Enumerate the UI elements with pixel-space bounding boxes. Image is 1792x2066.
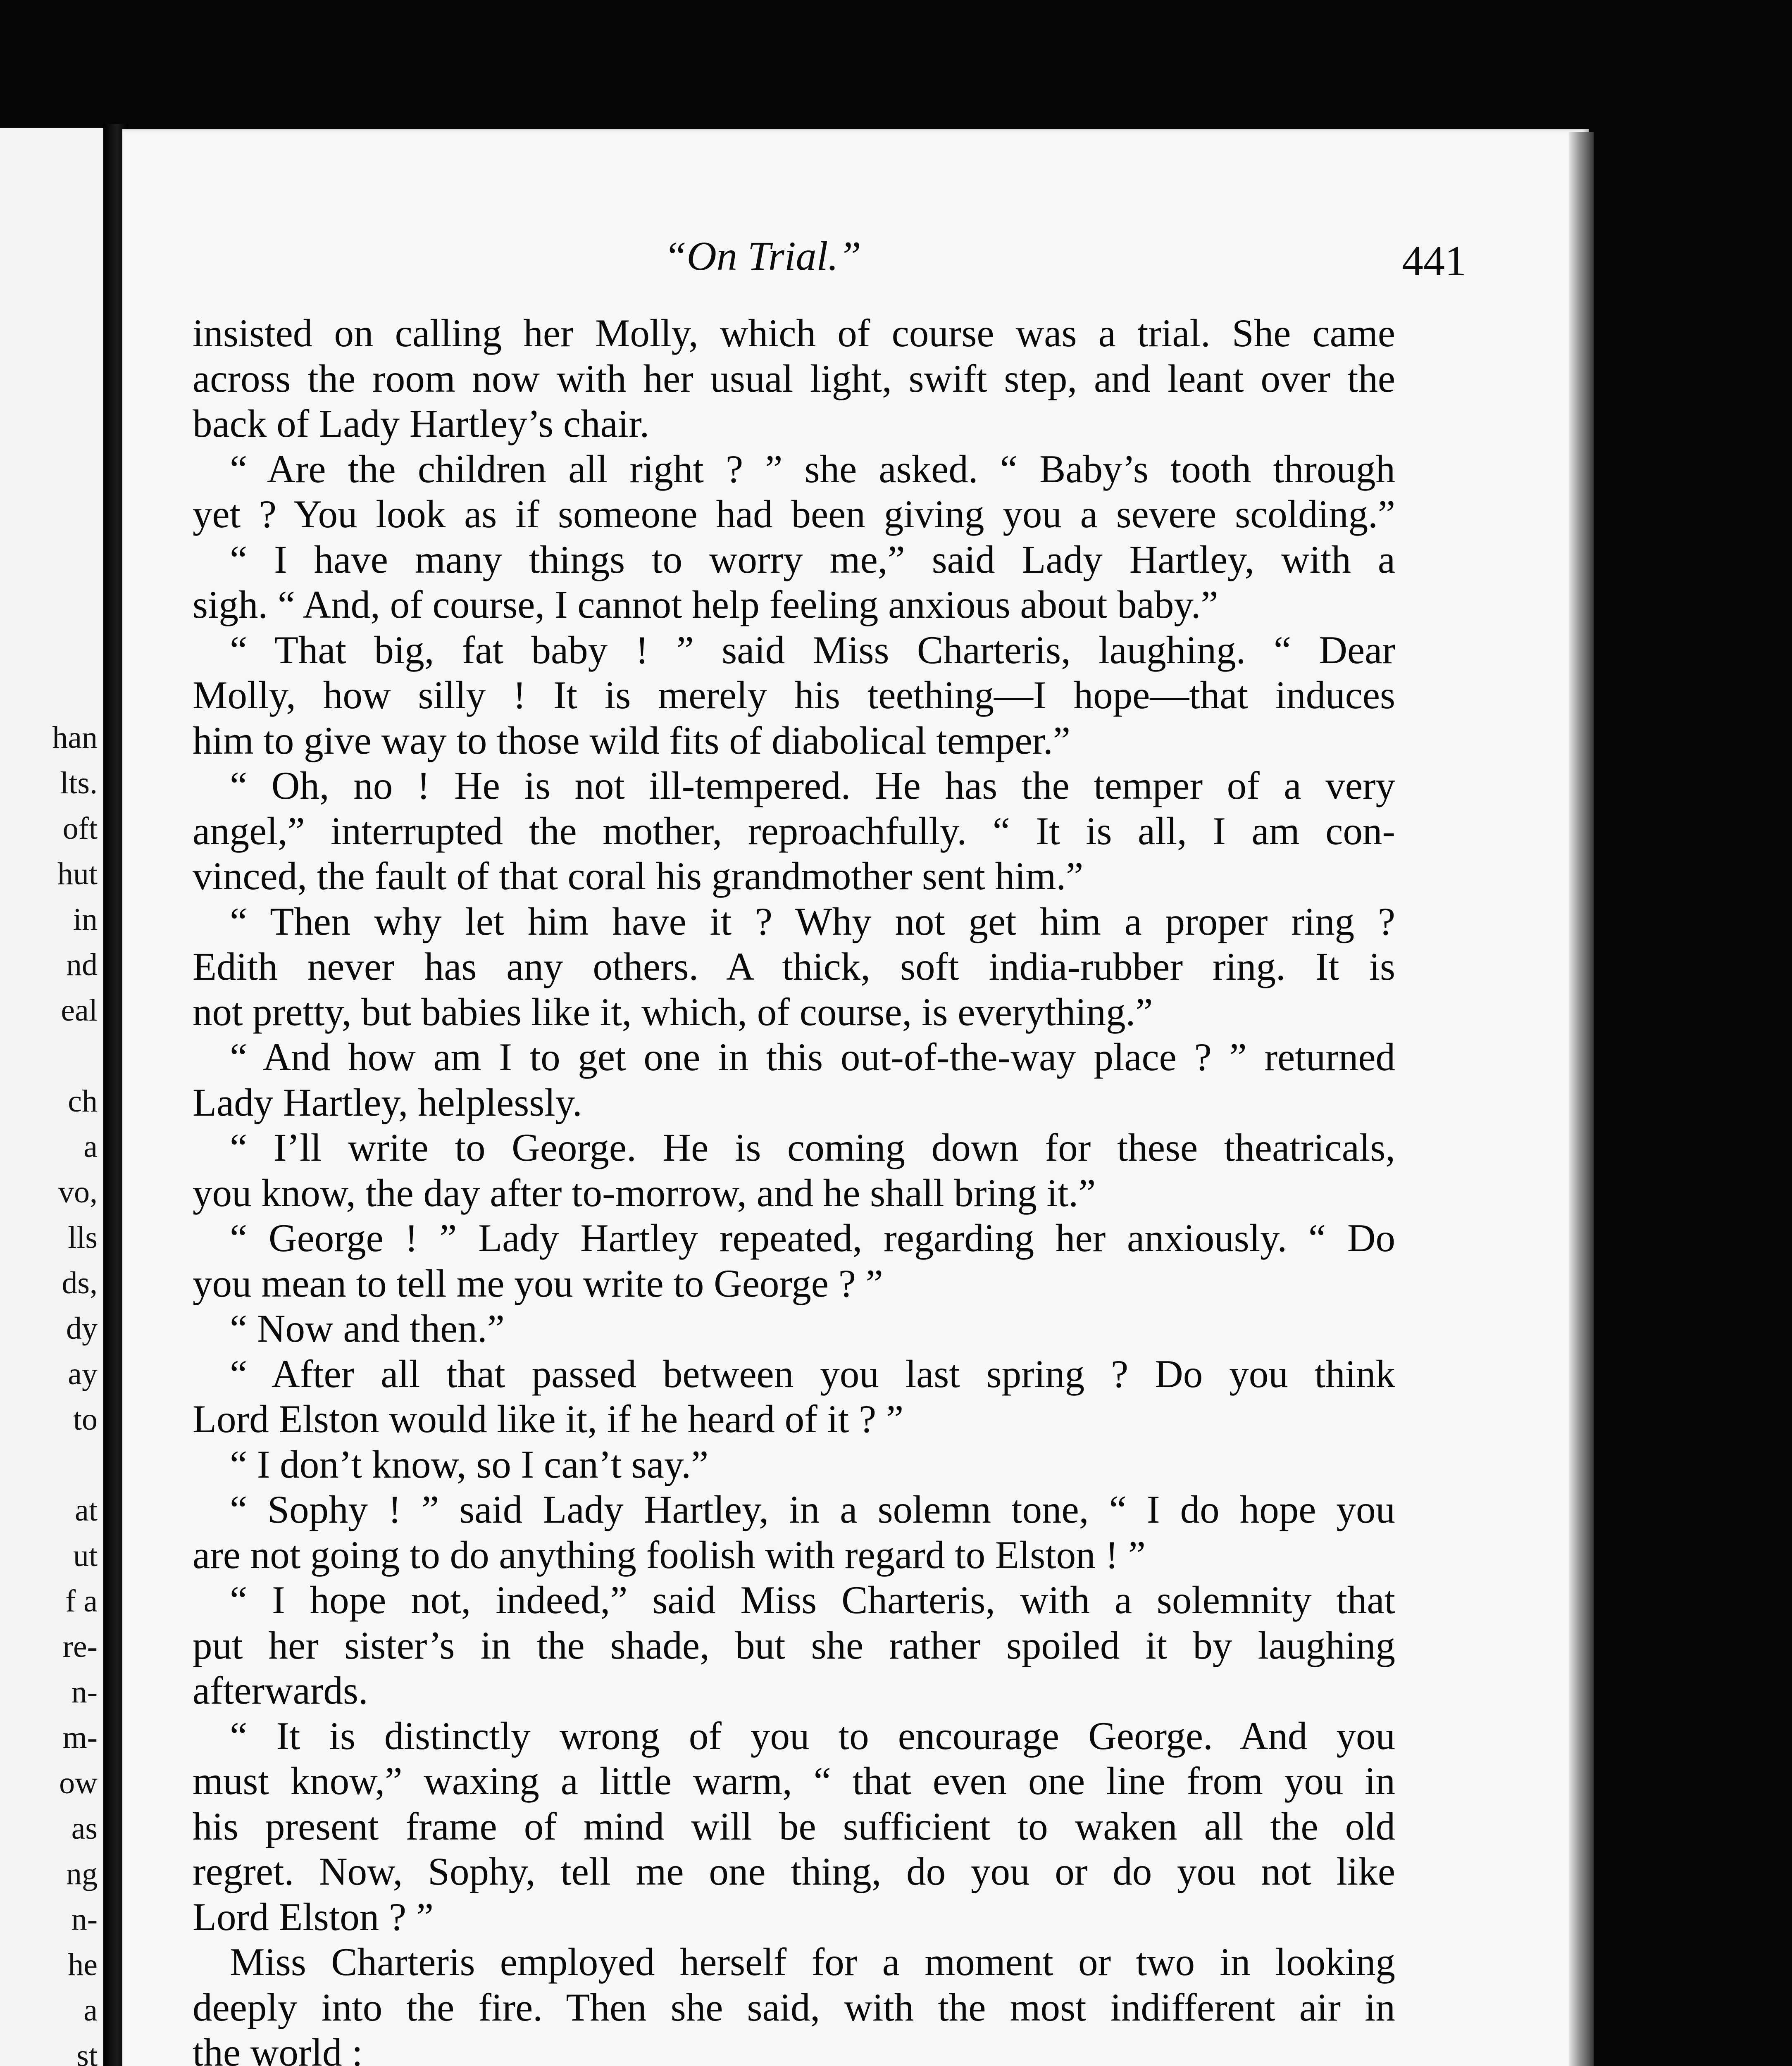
left-page-fragment: ut	[73, 1538, 98, 1573]
text-line: “ I have many things to worry me,” said Lady Hartley, with a	[230, 537, 1395, 581]
left-page-fragment: ng	[66, 1857, 98, 1891]
book-page	[122, 129, 1589, 2066]
left-page-fragment: dy	[66, 1311, 98, 1346]
text-line: vinced, the fault of that coral his grandmother sent him.”	[193, 854, 1084, 898]
text-line: Lady Hartley, helplessly.	[193, 1080, 582, 1124]
text-line: Molly, how silly ! It is merely his teething—I hope—that induces	[193, 673, 1395, 717]
text-line: “ Now and then.”	[230, 1307, 505, 1350]
left-page-fragment: ay	[68, 1357, 98, 1391]
left-page-fragment: ch	[68, 1084, 98, 1119]
text-line: “ Sophy ! ” said Lady Hartley, in a solemn tone, “ I do hope you	[230, 1488, 1395, 1531]
text-line: yet ? You look as if someone had been giving you a severe scolding.”	[193, 492, 1395, 536]
text-line: his present frame of mind will be sufficient to waken all the old	[193, 1804, 1395, 1848]
text-line: afterwards.	[193, 1669, 368, 1712]
text-line: regret. Now, Sophy, tell me one thing, do you or do you not like	[193, 1849, 1395, 1893]
text-line: the world :	[193, 2030, 363, 2066]
left-page-fragment: he	[68, 1947, 98, 1982]
left-page-fragment: lts.	[60, 766, 98, 800]
text-line: him to give way to those wild fits of diabolical temper.”	[193, 718, 1070, 762]
text-line: “ I hope not, indeed,” said Miss Charteris, with a solemnity that	[230, 1578, 1395, 1622]
left-page-fragment: eal	[61, 993, 98, 1028]
running-head	[122, 232, 1589, 294]
text-line: “ After all that passed between you last spring ? Do you think	[230, 1352, 1395, 1396]
text-line: “ I don’t know, so I can’t say.”	[230, 1442, 709, 1486]
left-page-fragment: n-	[71, 1675, 98, 1709]
left-page-fragment: to	[73, 1402, 98, 1437]
text-line: must know,” waxing a little warm, “ that even one line from you in	[193, 1759, 1395, 1803]
left-page-fragment: oft	[62, 811, 98, 846]
page-edge-shadow	[1569, 132, 1594, 2066]
left-page-fragment: st	[76, 2038, 98, 2066]
left-page-fragment: nd	[66, 947, 98, 982]
text-line: you know, the day after to-morrow, and he shall bring it.”	[193, 1171, 1096, 1215]
left-page-text-fragments	[52, 715, 98, 2066]
left-page-fragment: lls	[68, 1220, 98, 1255]
text-line: “ Then why let him have it ? Why not get him a proper ring ?	[230, 899, 1395, 943]
left-page-fragment: as	[71, 1811, 98, 1846]
text-line: you mean to tell me you write to George ? ”	[193, 1261, 883, 1305]
text-line: angel,” interrupted the mother, reproachfully. “ It is all, I am con-	[193, 809, 1395, 853]
left-page-fragment: f a	[65, 1584, 98, 1619]
text-line: “ That big, fat baby ! ” said Miss Charteris, laughing. “ Dear	[230, 628, 1395, 672]
fragment-gap	[52, 1442, 98, 1488]
page-number: 441	[1402, 237, 1466, 285]
running-title: “On Trial.”	[664, 233, 862, 279]
text-line: insisted on calling her Molly, which of course was a trial. She came	[193, 311, 1395, 355]
left-page-fragment: n-	[71, 1902, 98, 1937]
text-line: deeply into the fire. Then she said, with the most indifferent air in	[193, 1985, 1395, 2029]
text-line: Lord Elston ? ”	[193, 1895, 434, 1939]
text-line: “ And how am I to get one in this out-of-the-way place ? ” returned	[230, 1035, 1395, 1079]
left-page-fragment: ds,	[62, 1266, 98, 1300]
text-line: “ I’ll write to George. He is coming down for these theatricals,	[230, 1126, 1395, 1169]
text-line: Miss Charteris employed herself for a moment or two in looking	[230, 1940, 1395, 1984]
left-page-fragment: han	[52, 720, 98, 755]
text-line: “ It is distinctly wrong of you to encourage George. And you	[230, 1714, 1395, 1758]
text-line: are not going to do anything foolish with regard to Elston ! ”	[193, 1533, 1146, 1577]
text-line: “ George ! ” Lady Hartley repeated, regarding her anxiously. “ Do	[230, 1216, 1395, 1260]
text-line: not pretty, but babies like it, which, of course, is everything.”	[193, 990, 1153, 1034]
text-line: across the room now with her usual light, swift step, and leant over the	[193, 356, 1395, 400]
text-line: Lord Elston would like it, if he heard of it ? ”	[193, 1397, 904, 1441]
text-line: “ Are the children all right ? ” she asked. “ Baby’s tooth through	[230, 447, 1395, 491]
left-page-fragment: in	[73, 902, 98, 937]
text-line: Edith never has any others. A thick, soft india-rubber ring. It is	[193, 945, 1395, 988]
left-page-fragment: hut	[57, 857, 98, 891]
text-line: put her sister’s in the shade, but she rather spoiled it by laughing	[193, 1623, 1395, 1667]
left-page-fragment: vo,	[58, 1175, 98, 1209]
text-line: “ Oh, no ! He is not ill-tempered. He has the temper of a very	[230, 764, 1395, 807]
left-facing-page	[0, 128, 106, 2066]
left-page-fragment: m-	[62, 1720, 98, 1755]
body-text	[193, 311, 1395, 2066]
text-line: back of Lady Hartley’s chair.	[193, 402, 650, 445]
text-line: sigh. “ And, of course, I cannot help feeling anxious about baby.”	[193, 583, 1218, 626]
left-page-fragment: a	[83, 1129, 98, 1164]
left-page-fragment: at	[75, 1493, 98, 1528]
left-page-fragment: ow	[59, 1766, 98, 1800]
left-page-fragment: re-	[62, 1629, 98, 1664]
left-page-fragment: a	[83, 1993, 98, 2028]
fragment-gap	[52, 1033, 98, 1078]
